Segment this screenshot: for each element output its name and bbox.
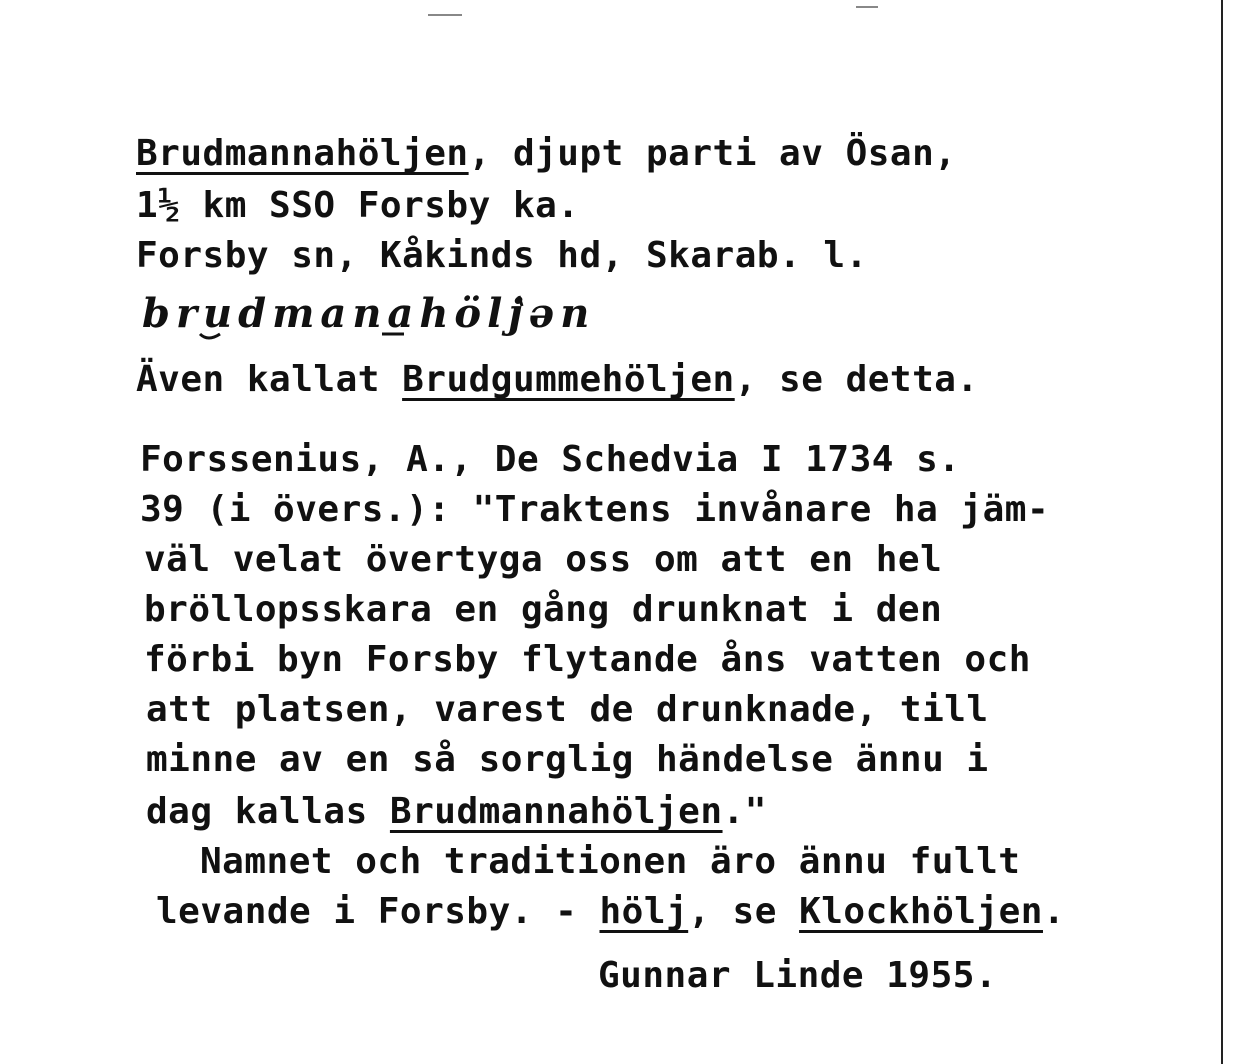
note-line-2-e: . xyxy=(1042,891,1066,932)
note-line-2-c: , se xyxy=(688,891,800,932)
quote-line-5: förbi byn Forsby flytande åns vatten och xyxy=(144,639,1031,680)
note-line-2 xyxy=(156,892,1065,932)
card-edge xyxy=(1221,0,1223,1064)
ref-klockholjen: Klockhöljen xyxy=(799,891,1043,932)
also-suffix: , se detta. xyxy=(734,359,979,400)
note-line-2-a: levande i Forsby. - xyxy=(156,891,600,932)
quote-line-6: att platsen, varest de drunknade, till xyxy=(146,689,989,730)
heading-line-2: 1½ km SSO Forsby ka. xyxy=(136,185,580,226)
heading-line-1 xyxy=(136,134,956,174)
quote-line-2: 39 (i övers.): "Traktens invånare ha jäm- xyxy=(140,489,1050,530)
signature: Gunnar Linde 1955. xyxy=(598,955,998,996)
quote-line-8 xyxy=(146,792,767,832)
phonetic-marks xyxy=(142,290,662,350)
quote-line-8-a: dag kallas xyxy=(146,791,390,832)
phonetic-text: brudmanahöljən xyxy=(142,290,596,337)
quote-line-3: väl velat övertyga oss om att en hel xyxy=(144,539,943,580)
quote-line-8-c: ." xyxy=(722,791,767,832)
also-name: Brudgummehöljen xyxy=(402,359,735,400)
scan-mark xyxy=(856,6,878,8)
heading-line-3: Forsby sn, Kåkinds hd, Skarab. l. xyxy=(136,235,868,276)
note-line-1: Namnet och traditionen äro ännu fullt xyxy=(200,841,1021,882)
also-prefix: Även kallat xyxy=(136,359,403,400)
ref-holj: hölj xyxy=(599,891,689,932)
quote-line-1: Forssenius, A., De Schedvia I 1734 s. xyxy=(140,439,961,480)
quote-line-7: minne av en så sorglig händelse ännu i xyxy=(146,739,989,780)
quote-line-4: bröllopsskara en gång drunknat i den xyxy=(144,589,943,630)
also-called-line xyxy=(136,360,979,400)
scan-mark xyxy=(428,14,462,16)
quote-headword: Brudmannahöljen xyxy=(389,791,723,832)
phonetic-handwriting xyxy=(142,290,595,337)
headword: Brudmannahöljen xyxy=(136,133,469,174)
heading-rest: , djupt parti av Ösan, xyxy=(468,133,957,174)
